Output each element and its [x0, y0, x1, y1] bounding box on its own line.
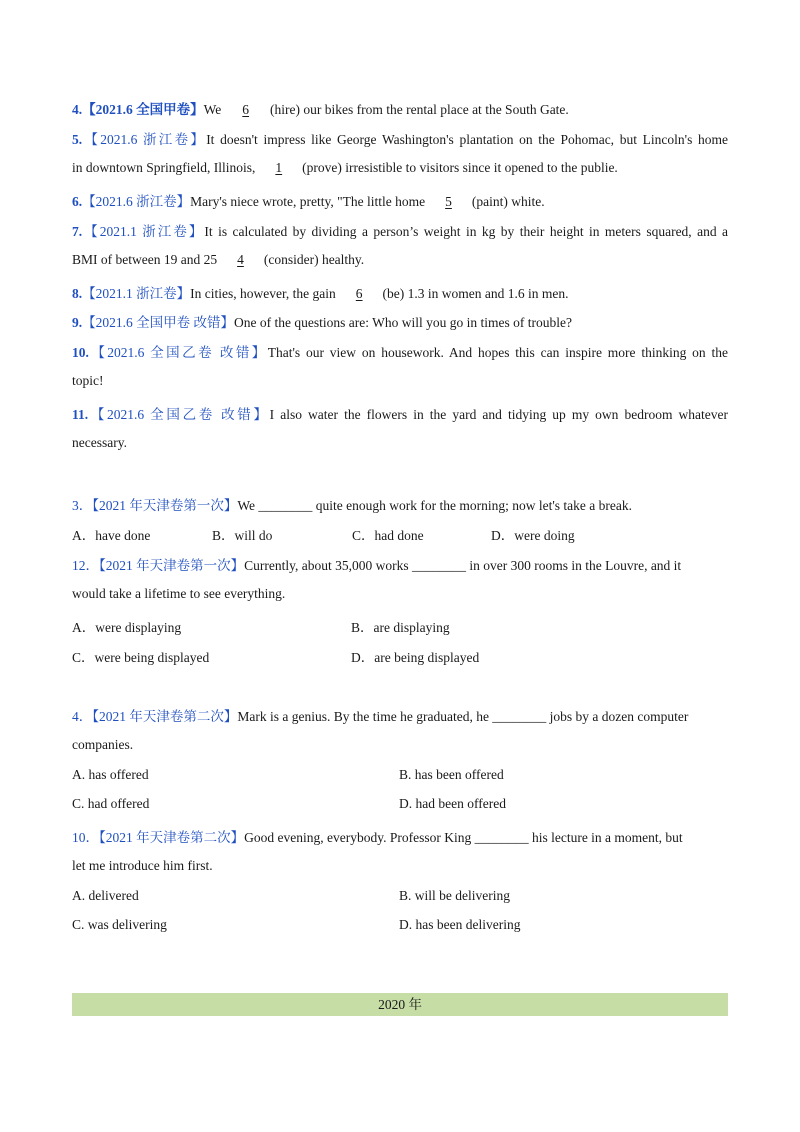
mc-question-3: 3．【2021 年天津卷第一次】We ________ quite enough work for the morning; now let's take a break. — [72, 498, 632, 513]
question-source: 【2021.6 全国乙卷 改错】 — [88, 407, 270, 422]
question-number: 12． — [72, 558, 99, 573]
mc-question-10: 10．【2021 年天津卷第二次】Good evening, everybody. Professor King ________ his lecture in a moment, but — [72, 830, 683, 845]
option-a[interactable]: A. has offered — [72, 767, 149, 782]
option-d[interactable]: D. has been delivering — [399, 917, 521, 932]
question-5-line-2: in downtown Springfield, Illinois, 1 (prove) irresistible to visitors since it opened to the publie. — [72, 160, 618, 175]
question-number: 6. — [72, 194, 83, 209]
question-source: 【2021.6 浙江卷】 — [82, 194, 191, 209]
answer-blank: 1 — [275, 160, 283, 175]
question-10: 10.【2021.6 全国乙卷 改错】That's our view on housework. And hopes this can inspire more thinking on the — [72, 345, 728, 360]
question-source: 【2021.1 浙江卷】 — [82, 286, 191, 301]
option-c[interactable]: C．were being displayed — [72, 650, 210, 665]
mc-question-12-line-2: would take a lifetime to see everything. — [72, 586, 286, 601]
section-header-band — [72, 993, 728, 1016]
question-source: 【2021.6 全国甲卷】 — [82, 102, 204, 117]
question-6: 6.【2021.6 浙江卷】Mary's niece wrote, pretty, "The little home 5 (paint) white. — [72, 194, 545, 209]
option-b[interactable]: B. has been offered — [399, 767, 504, 782]
question-number: 8. — [72, 286, 83, 301]
mc-question-12: 12．【2021 年天津卷第一次】Currently, about 35,000 works ________ in over 300 rooms in the Louvre, and it — [72, 558, 682, 573]
option-a[interactable]: A. delivered — [72, 888, 139, 903]
option-d[interactable]: D. had been offered — [399, 796, 506, 811]
question-source: 【2021.6 全国乙卷 改错】 — [88, 345, 268, 360]
question-source: 【2021.6 全国甲卷 改错】 — [82, 315, 234, 330]
question-number: 7. — [72, 224, 83, 239]
question-number: 10. — [72, 345, 89, 360]
option-c[interactable]: C. was delivering — [72, 917, 167, 932]
option-a[interactable]: A．were displaying — [72, 620, 182, 635]
mc-question-4: 4．【2021 年天津卷第二次】Mark is a genius. By the time he graduated, he ________ jobs by a dozen computer — [72, 709, 689, 724]
question-5: 5.【2021.6 浙江卷】It doesn't impress like George Washington's plantation on the Pohomac, but Lincoln's home — [72, 132, 728, 147]
question-number: 3． — [72, 498, 93, 513]
question-8: 8.【2021.1 浙江卷】In cities, however, the gain 6 (be) 1.3 in women and 1.6 in men. — [72, 286, 569, 301]
answer-blank: 4 — [237, 252, 244, 267]
option-a[interactable]: A．have done — [72, 528, 151, 543]
question-source: 【2021 年天津卷第二次】 — [99, 830, 245, 845]
question-10-line-2: topic! — [72, 373, 104, 388]
question-7: 7.【2021.1 浙江卷】It is calculated by dividing a person’s weight in kg by their height in meters squared, and a — [72, 224, 728, 239]
answer-blank: 6 — [355, 286, 363, 301]
question-11: 11.【2021.6 全国乙卷 改错】I also water the flowers in the yard and tidying up my own bedroom whatever — [72, 407, 729, 422]
answer-blank: 5 — [445, 194, 452, 209]
section-header-label: 2020 年 — [378, 997, 422, 1012]
question-4: 4.【2021.6 全国甲卷】We 6 (hire) our bikes from the rental place at the South Gate. — [72, 102, 569, 117]
question-number: 11. — [72, 407, 89, 422]
question-source: 【2021.1 浙江卷】 — [82, 224, 205, 239]
question-number: 4． — [72, 709, 93, 724]
mc-question-10-line-2: let me introduce him first. — [72, 858, 213, 873]
question-source: 【2021 年天津卷第二次】 — [92, 709, 238, 724]
question-number: 4. — [72, 102, 83, 117]
question-number: 10． — [72, 830, 99, 845]
option-d[interactable]: D．were doing — [491, 528, 575, 543]
option-b[interactable]: B. will be delivering — [399, 888, 510, 903]
question-9: 9.【2021.6 全国甲卷 改错】One of the questions are: Who will you go in times of trouble? — [72, 315, 572, 330]
option-c[interactable]: C. had offered — [72, 796, 150, 811]
question-source: 【2021.6 浙江卷】 — [82, 132, 207, 147]
option-d[interactable]: D．are being displayed — [351, 650, 480, 665]
question-source: 【2021 年天津卷第一次】 — [92, 498, 238, 513]
option-b[interactable]: B．will do — [212, 528, 273, 543]
question-number: 5. — [72, 132, 83, 147]
question-11-line-2: necessary. — [72, 435, 127, 450]
question-7-line-2: BMI of between 19 and 25 4 (consider) healthy. — [72, 252, 365, 267]
option-b[interactable]: B．are displaying — [351, 620, 450, 635]
mc-question-4-line-2: companies. — [72, 737, 134, 752]
question-source: 【2021 年天津卷第一次】 — [99, 558, 245, 573]
answer-blank: 6 — [242, 102, 250, 117]
question-number: 9. — [72, 315, 83, 330]
option-c[interactable]: C．had done — [352, 528, 424, 543]
